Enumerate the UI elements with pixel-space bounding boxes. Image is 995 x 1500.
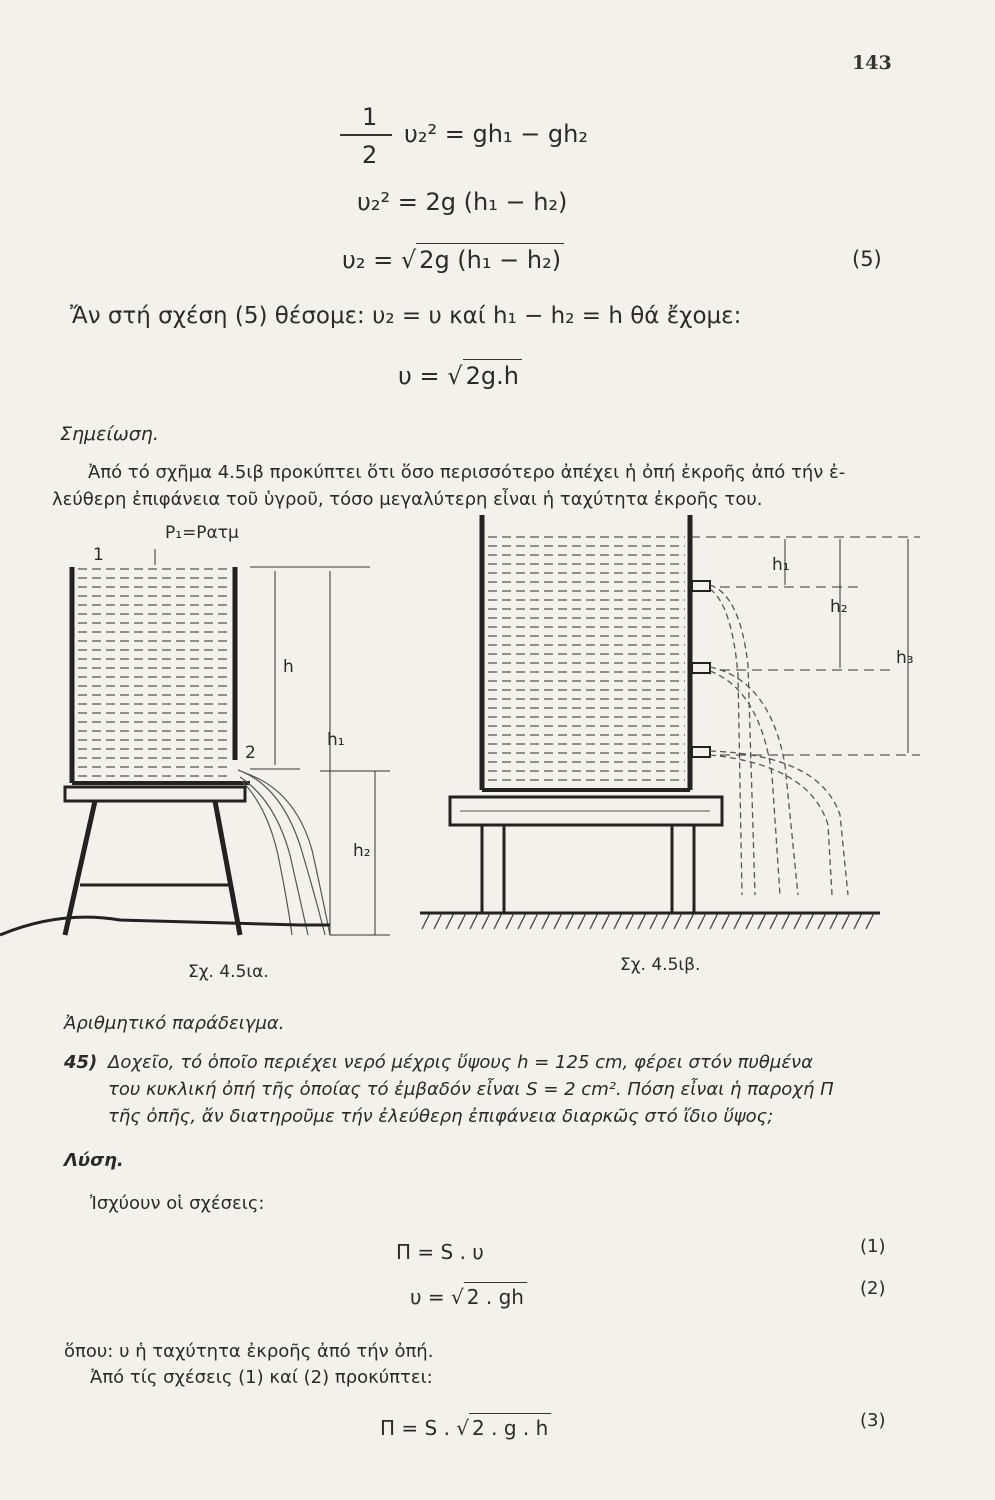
- eq2: υ₂² = 2g (h₁ − h₂): [357, 188, 568, 216]
- label-h2: h₂: [353, 841, 371, 861]
- from-line: Ἀπό τίς σχέσεις (1) καί (2) προκύπτει:: [90, 1367, 433, 1388]
- figure-4-5ib-caption: Σχ. 4.5ιβ.: [620, 955, 701, 975]
- example-title: Ἀριθμητικό παράδειγμα.: [64, 1013, 285, 1034]
- eq1-fraction-bar: [340, 134, 392, 136]
- bench-leg-left: [482, 825, 504, 913]
- stand-leg-right: [215, 801, 240, 935]
- orifice-bottom: [692, 747, 710, 757]
- substitution-line: Ἄν στή σχέση (5) θέσομε: υ₂ = υ καί h₁ − h₂ = h θά ἔχομε:: [70, 303, 742, 329]
- solution-eq3-lhs: Π = S .: [380, 1416, 457, 1440]
- note-title: Σημείωση.: [60, 423, 159, 445]
- sqrt-sign-icon: √: [456, 1416, 470, 1440]
- solution-intro: Ἰσχύουν οἱ σχέσεις:: [90, 1193, 265, 1214]
- example-line-3: τῆς ὀπῆς, ἄν διατηροῦμε τήν ἐλεύθερη ἐπιφάνεια διαρκῶς στό ἴδιο ὕψος;: [108, 1106, 774, 1127]
- example-line-2: του κυκλική ὀπή τῆς ὁποίας τό ἐμβαδόν εἶναι S = 2 cm². Πόση εἶναι ἡ παροχή Π: [108, 1079, 834, 1100]
- eq4-lhs: υ =: [398, 362, 448, 390]
- orifice-top: [692, 581, 710, 591]
- figure-4-5ia-drawing: [0, 515, 420, 995]
- where-line: ὅπου: υ ἡ ταχύτητα ἐκροῆς ἀπό τήν ὀπή.: [64, 1341, 434, 1362]
- figure-4-5ib: [420, 515, 940, 985]
- figure-4-5ia: [0, 515, 420, 995]
- example-line-1: Δοχεῖο, τό ὁποῖο περιέχει νερό μέχρις ὕψους h = 125 cm, φέρει στόν πυθμένα: [108, 1052, 813, 1073]
- sqrt-sign-icon: √: [447, 362, 463, 390]
- note-line-2: λεύθερη ἐπιφάνεια τοῦ ὑγροῦ, τόσο μεγαλύτερη εἶναι ἡ ταχύτητα ἐκροῆς του.: [52, 489, 763, 510]
- eq3-lhs: υ₂ =: [342, 246, 401, 274]
- example-number: 45): [64, 1052, 98, 1073]
- solution-tag1: (1): [860, 1236, 886, 1257]
- eq1-fraction-denominator: 2: [362, 141, 378, 169]
- level-lines: [690, 537, 920, 755]
- label-h2-b: h₂: [830, 597, 848, 617]
- solution-tag2: (2): [860, 1278, 886, 1299]
- solution-eq3: [380, 1413, 551, 1440]
- label-h3-b: h₃: [896, 648, 914, 668]
- note-line-1: Ἀπό τό σχῆμα 4.5ιβ προκύπτει ὅτι ὅσο περισσότερο ἀπέχει ἡ ὀπή ἐκροῆς ἀπό τήν ἐ-: [88, 462, 846, 483]
- eq1-fraction-numerator: 1: [362, 103, 378, 131]
- label-h1: h₁: [327, 730, 345, 750]
- eq1-rhs: υ₂² = gh₁ − gh₂: [404, 120, 588, 148]
- figure-4-5ib-drawing: [420, 515, 940, 985]
- outflow-stream: [238, 770, 330, 935]
- page-number: 143: [852, 52, 892, 74]
- solution-eq1: Π = S . υ: [396, 1240, 484, 1264]
- solution-tag3: (3): [860, 1410, 886, 1431]
- solution-eq2: [410, 1282, 527, 1309]
- label-point-2: 2: [245, 743, 256, 763]
- solution-eq3-radicand: 2 . g . h: [469, 1413, 551, 1440]
- solution-eq2-radicand: 2 . gh: [464, 1282, 527, 1309]
- sqrt-sign-icon: √: [400, 246, 417, 274]
- solution-eq2-lhs: υ =: [410, 1285, 452, 1309]
- label-point-1: 1: [93, 545, 104, 565]
- liquid-surface-lines: [78, 569, 230, 776]
- eq4-radicand: 2g.h: [463, 359, 522, 390]
- eq3-radicand: 2g (h₁ − h₂): [416, 243, 564, 274]
- tank-b-liquid-lines: [488, 537, 685, 780]
- floor-hatching: [422, 913, 874, 929]
- orifice-middle: [692, 663, 710, 673]
- eq3: [342, 243, 564, 274]
- label-h: h: [283, 657, 294, 677]
- ground-line: [0, 917, 330, 935]
- eq3-tag: (5): [852, 247, 882, 271]
- solution-title: Λύση.: [64, 1150, 124, 1171]
- figure-4-5ia-caption: Σχ. 4.5ια.: [188, 962, 269, 982]
- stand-leg-left: [65, 801, 95, 935]
- sqrt-sign-icon: √: [451, 1285, 464, 1309]
- label-h1-b: h₁: [772, 555, 790, 575]
- outflow-jets: [710, 585, 848, 895]
- label-p1: P₁=Pατμ: [165, 523, 239, 543]
- stand-top: [65, 787, 245, 801]
- bench-leg-right: [672, 825, 694, 913]
- eq4: [398, 359, 522, 390]
